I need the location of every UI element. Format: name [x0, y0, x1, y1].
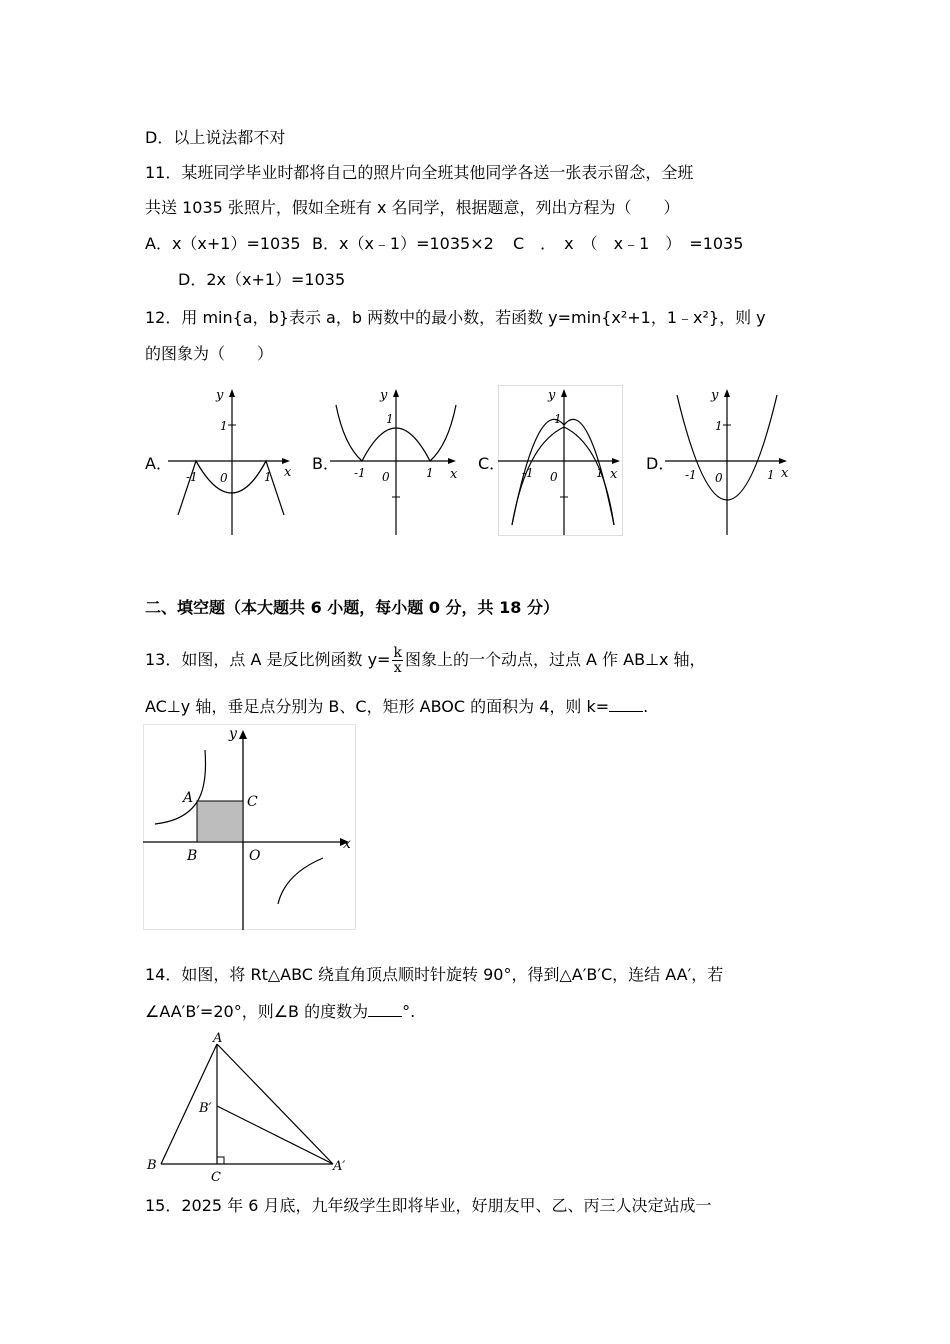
q14-stem-line2: ∠AA′B′=20°，则∠B 的度数为 °. — [145, 1002, 416, 1021]
axis-x: x — [284, 465, 292, 480]
q15-stem-line1: 15．2025 年 6 月底，九年级学生即将毕业，好朋友甲、乙、丙三人决定站成一 — [145, 1196, 712, 1215]
q11-option-c: C ． x （ x﹣1 ） =1035 — [513, 234, 744, 253]
svg-text:B: B — [147, 1158, 157, 1173]
q11-stem-line2: 共送 1035 张照片，假如全班有 x 名同学，根据题意，列出方程为（ ） — [145, 198, 680, 217]
svg-text:1: 1 — [767, 468, 775, 482]
q10-option-d: D．以上说法都不对 — [145, 128, 286, 147]
svg-text:A: A — [213, 1032, 223, 1046]
svg-text:B: B — [187, 848, 198, 864]
svg-text:0: 0 — [220, 471, 228, 485]
q11-option-a: A．x（x+1）=1035 — [145, 234, 301, 253]
svg-text:C: C — [247, 794, 258, 810]
svg-text:y: y — [380, 388, 388, 403]
q11-option-d: D．2x（x+1）=1035 — [178, 270, 346, 289]
svg-text:1: 1 — [715, 419, 723, 433]
q11-stem-line1: 11．某班同学毕业时都将自己的照片向全班其他同学各送一张表示留念，全班 — [145, 163, 694, 182]
q12-label-c: C． — [478, 454, 506, 473]
axis-y: y — [216, 388, 224, 403]
svg-text:x: x — [343, 836, 351, 852]
svg-text:0: 0 — [715, 471, 723, 485]
svg-text:1: 1 — [220, 419, 228, 433]
answer-blank — [368, 1002, 402, 1017]
q12-label-d: D． — [646, 454, 675, 473]
q13-figure — [143, 724, 358, 932]
section-2-heading: 二、填空题（本大题共 6 小题，每小题 0 分，共 18 分） — [145, 598, 559, 617]
svg-text:x: x — [781, 466, 789, 481]
svg-text:y: y — [711, 388, 719, 403]
svg-text:A′: A′ — [333, 1159, 346, 1174]
q14-stem-line1: 14．如图，将 Rt△ABC 绕直角顶点顺时针旋转 90°，得到△A′B′C，连结 AA′，若 — [145, 965, 724, 984]
q12-graph-b — [330, 385, 460, 537]
svg-text:-1: -1 — [685, 468, 697, 482]
svg-text:B′: B′ — [199, 1101, 212, 1116]
q12-label-a: A． — [145, 454, 172, 473]
svg-text:0: 0 — [550, 470, 558, 484]
q13-stem-line2: AC⊥y 轴，垂足点分别为 B、C，矩形 ABOC 的面积为 4，则 k= . — [145, 697, 649, 716]
svg-text:y: y — [548, 388, 556, 403]
q12-graph-a — [168, 385, 293, 537]
svg-text:1: 1 — [554, 412, 562, 426]
svg-text:1: 1 — [426, 466, 434, 480]
svg-text:-1: -1 — [522, 466, 534, 480]
svg-text:O: O — [249, 848, 261, 864]
fraction-k-over-x: $\frac{k}{x}$ — [393, 645, 402, 676]
svg-text:C: C — [211, 1170, 221, 1184]
q13-stem-line1: 13．如图，点 A 是反比例函数 y= $\frac{k}{x}$ 图象上的一个动点，过点 A 作 AB⊥x 轴， — [145, 645, 706, 676]
svg-text:1: 1 — [264, 470, 272, 484]
q11-option-b: B．x（x﹣1）=1035×2 — [312, 234, 494, 253]
svg-text:1: 1 — [386, 412, 394, 426]
svg-text:A: A — [183, 790, 194, 806]
svg-text:x: x — [450, 467, 458, 482]
q12-stem-line1: 12．用 min{a，b}表示 a，b 两数中的最小数，若函数 y=min{x²+1，1﹣x²}，则 y — [145, 308, 766, 327]
svg-text:x: x — [610, 467, 618, 482]
q12-graph-c — [498, 385, 624, 537]
svg-text:0: 0 — [382, 470, 390, 484]
svg-text:1: 1 — [596, 466, 604, 480]
svg-text:-1: -1 — [186, 470, 198, 484]
q12-graph-d — [665, 385, 791, 537]
svg-text:-1: -1 — [354, 466, 366, 480]
answer-blank — [609, 697, 643, 712]
q12-label-b: B． — [312, 454, 339, 473]
svg-text:y: y — [229, 726, 237, 742]
q12-stem-line2: 的图象为（ ） — [145, 344, 274, 363]
q14-figure — [143, 1032, 353, 1184]
